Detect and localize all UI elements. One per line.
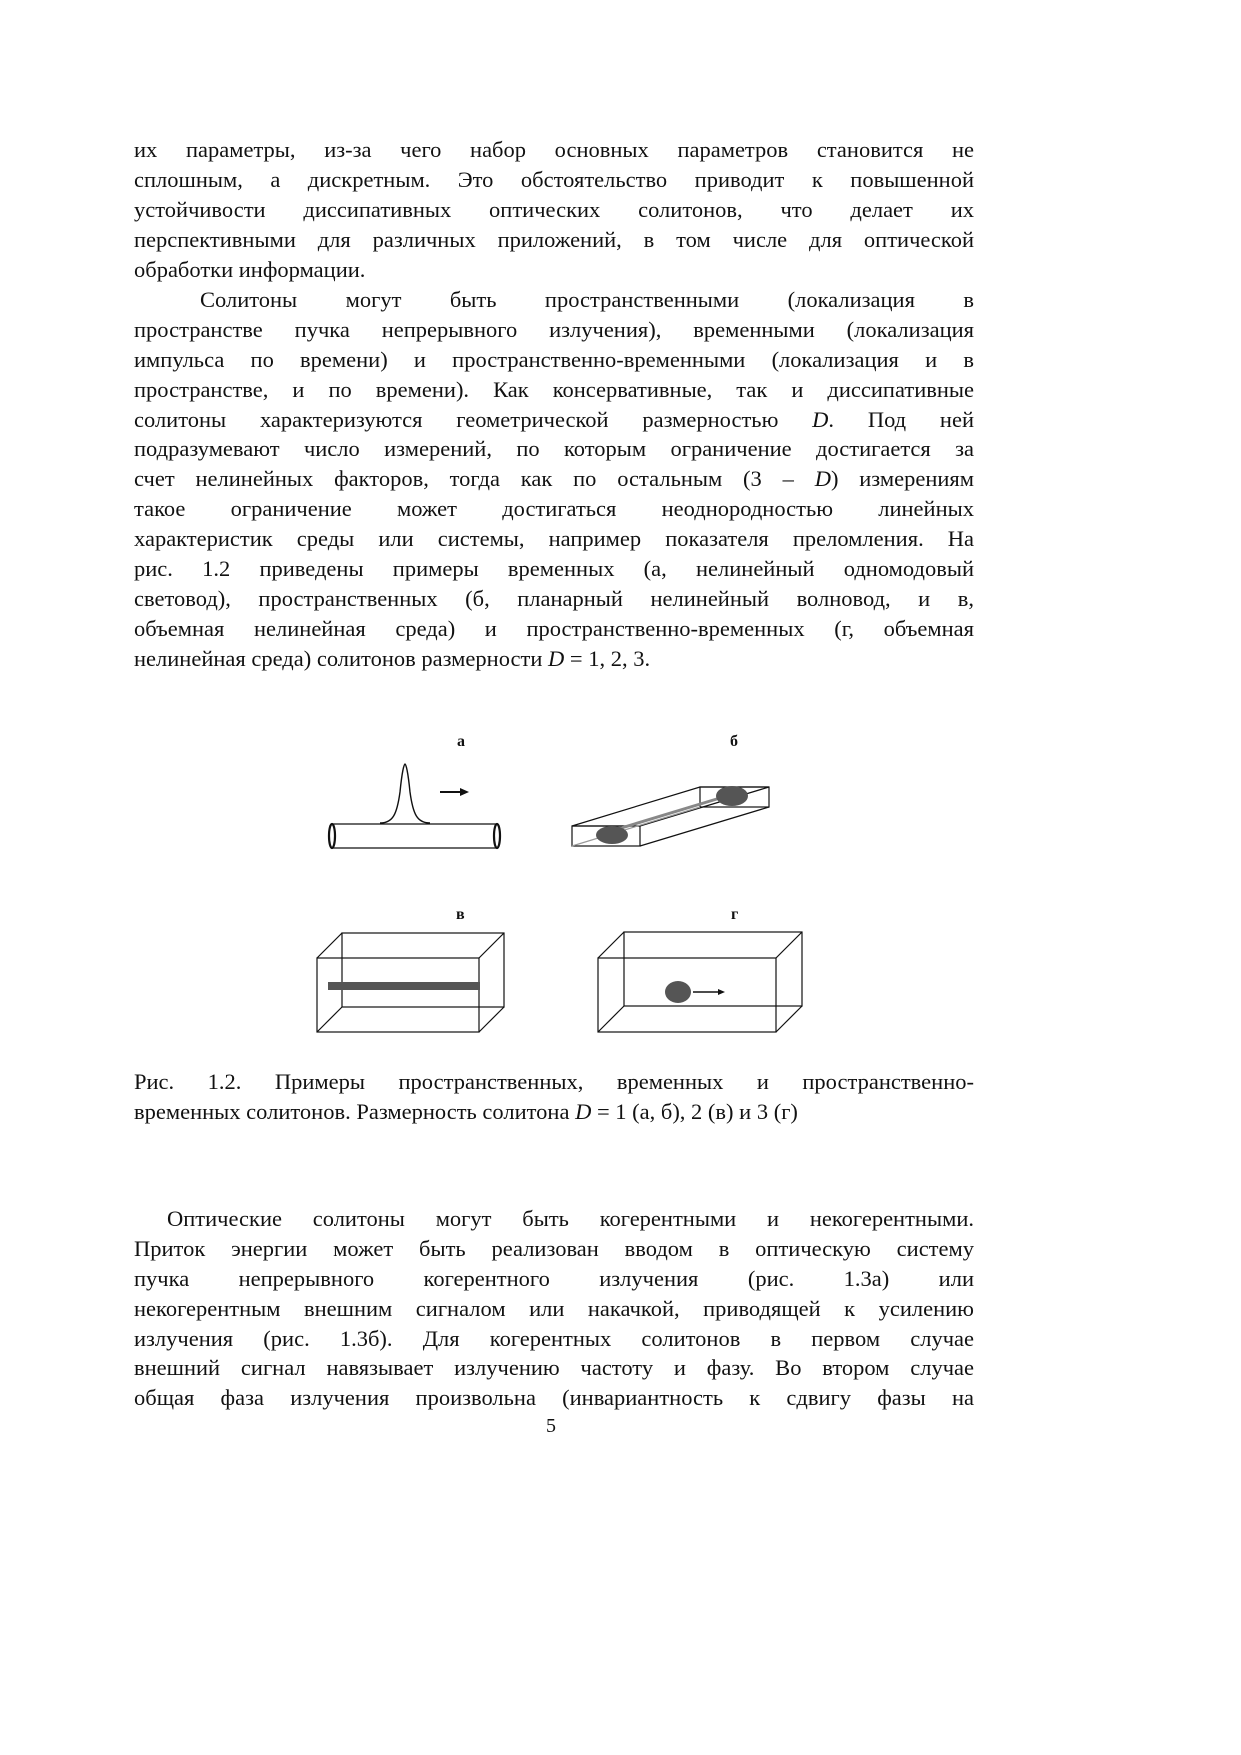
figure-label-g: г <box>731 906 739 923</box>
variable-d: D <box>575 1098 592 1124</box>
figure-solitons <box>300 720 820 1050</box>
text-fragment: солитоны характеризуются геометрической размерностью <box>134 406 813 432</box>
caption-line <box>134 1097 974 1127</box>
figure-label-a: а <box>457 733 465 750</box>
figure-caption <box>134 1067 974 1127</box>
text-line: пространстве пучка непрерывного излучения), временными (локализация <box>134 316 974 342</box>
variable-d: D <box>548 645 565 671</box>
caption-line: Рис. 1.2. Примеры пространственных, временных и пространственно- <box>134 1069 974 1094</box>
text-fragment: нелинейная среда) солитонов размерности <box>134 645 548 671</box>
variable-d: D <box>814 466 831 492</box>
bulk-medium-diagram-g <box>598 932 802 1032</box>
text-line: перспективными для различных приложений, в том числе для оптической <box>134 226 974 252</box>
text-line: Приток энергии может быть реализован вводом в оптическую систему <box>134 1235 974 1261</box>
text-fragment: = 1, 2, 3. <box>564 645 651 671</box>
text-fragment: счет нелинейных факторов, тогда как по остальным (3 – <box>134 466 815 492</box>
planar-waveguide-diagram <box>572 786 769 846</box>
text-line: излучения (рис. 1.3б). Для когерентных солитонов в первом случае <box>134 1325 974 1351</box>
page-number: 5 <box>546 1415 556 1437</box>
text-line: пространстве, и по времени). Как консервативные, так и диссипативные <box>134 376 974 402</box>
text-line: некогерентным внешним сигналом или накачкой, приводящей к усилению <box>134 1295 974 1321</box>
text-line: световод), пространственных (б, планарный нелинейный волновод, и в, <box>134 585 974 611</box>
fiber-diagram <box>329 764 500 848</box>
text-line: такое ограничение может достигаться неоднородностью линейных <box>134 496 974 522</box>
text-line: внешний сигнал навязывает излучению частоту и фазу. Во втором случае <box>134 1355 974 1381</box>
text-fragment: временных солитонов. Размерность солитона <box>134 1098 576 1124</box>
text-line: пучка непрерывного когерентного излучения (рис. 1.3а) или <box>134 1265 974 1291</box>
text-line: их параметры, из-за чего набор основных параметров становится не <box>134 137 974 162</box>
text-line: импульса по времени) и пространственно-временными (локализация и в <box>134 346 974 372</box>
paragraph-2 <box>134 285 974 674</box>
text-fragment: = 1 (а, б), 2 (в) и 3 (г) <box>591 1098 798 1124</box>
text-line: объемная нелинейная среда) и пространственно-временных (г, объемная <box>134 615 974 641</box>
text-line: подразумевают число измерений, по которым ограничение достигается за <box>134 436 974 462</box>
figure-label-v: в <box>456 906 465 923</box>
variable-d: D <box>812 406 829 432</box>
figure-label-b: б <box>730 733 738 750</box>
text-line: общая фаза излучения произвольна (инвариантность к сдвигу фазы на <box>134 1385 974 1411</box>
text-line: сплошным, а дискретным. Это обстоятельство приводит к повышенной <box>134 166 974 192</box>
text-line <box>134 644 974 674</box>
text-line: Оптические солитоны могут быть когерентными и некогерентными. <box>167 1206 974 1231</box>
text-fragment: . Под ней <box>828 406 974 432</box>
text-line: обработки информации. <box>134 256 366 282</box>
text-line: Солитоны могут быть пространственными (локализация в <box>200 287 974 312</box>
paragraph-3 <box>134 1204 974 1413</box>
bulk-medium-diagram-v <box>317 933 504 1032</box>
text-line <box>134 464 974 494</box>
text-line: рис. 1.2 приведены примеры временных (а, нелинейный одномодовый <box>134 556 974 582</box>
text-line: характеристик среды или системы, например показателя преломления. На <box>134 526 974 552</box>
text-line: устойчивости диссипативных оптических солитонов, что делает их <box>134 196 974 222</box>
figure-drawing <box>300 720 820 1050</box>
text-fragment: ) измерениям <box>830 466 974 492</box>
paragraph-1 <box>134 135 974 284</box>
text-line <box>134 405 974 435</box>
